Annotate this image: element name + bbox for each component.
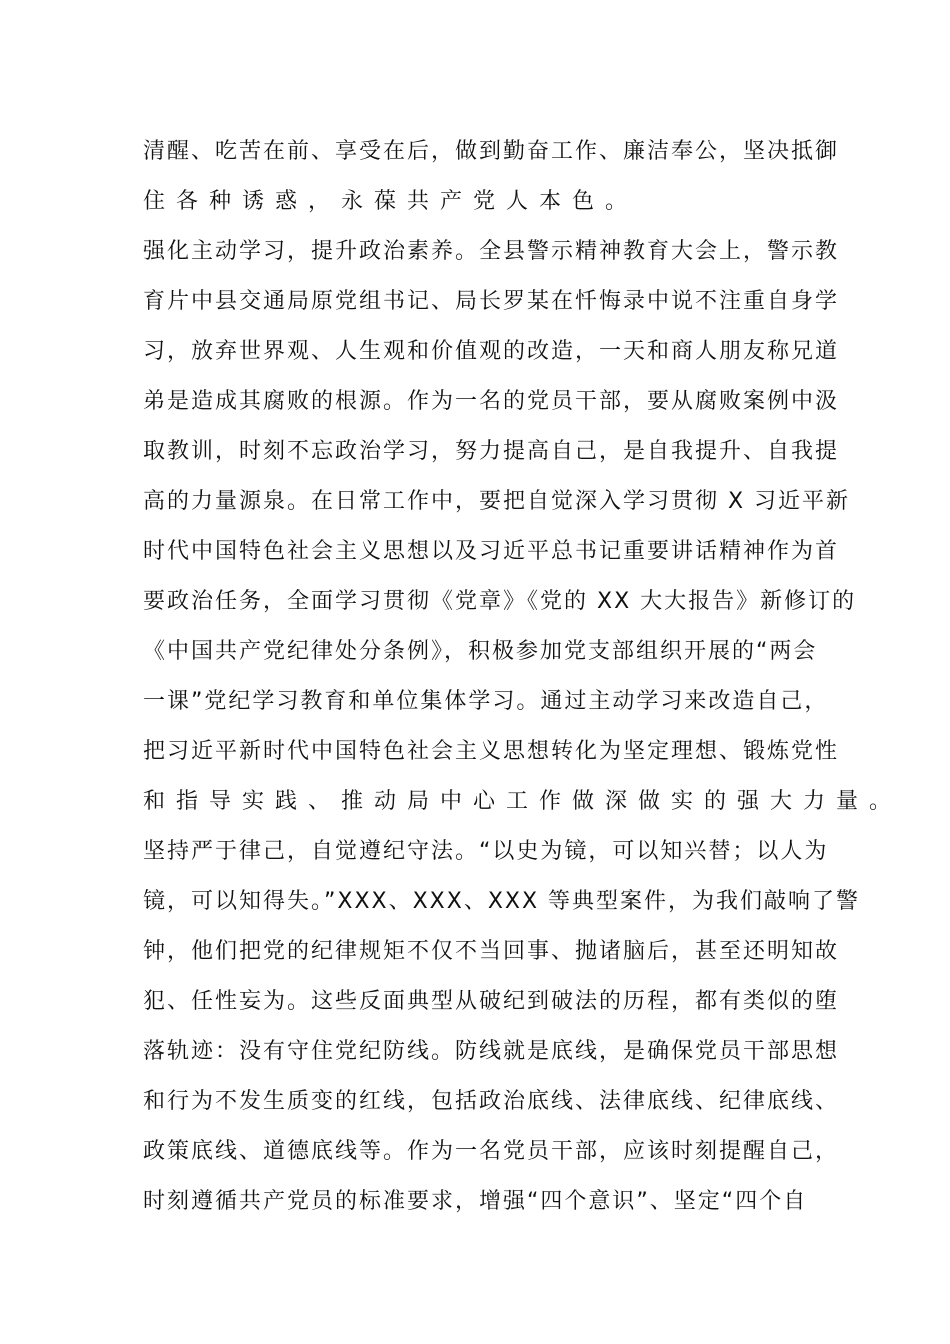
text-line: 和行为不发生质变的红线，包括政治底线、法律底线、纪律底线、 [143, 1089, 840, 1114]
paragraph-3 [143, 827, 861, 1227]
text-line: 住各种诱惑，永葆共产党人本色。 [143, 189, 639, 214]
text-line: 镜，可以知得失。”XXX、XXX、XXX 等典型案件，为我们敲响了警 [143, 889, 861, 914]
text-line: 《中国共产党纪律处分条例》，积极参加党支部组织开展的“两会 [143, 639, 818, 664]
text-line: 把习近平新时代中国特色社会主义思想转化为坚定理想、锻炼党性 [143, 739, 840, 764]
text-line: 时代中国特色社会主义思想以及习近平总书记重要讲话精神作为首 [143, 539, 840, 564]
text-line: 要政治任务，全面学习贯彻《党章》《党的 XX 大大报告》新修订的 [143, 589, 857, 614]
text-line: 坚持严于律己，自觉遵纪守法。“以史为镜，可以知兴替；以人为 [143, 839, 829, 864]
text-line: 犯、任性妄为。这些反面典型从破纪到破法的历程，都有类似的堕 [143, 989, 840, 1014]
text-line: 政策底线、道德底线等。作为一名党员干部，应该时刻提醒自己， [143, 1139, 840, 1164]
text-line: 高的力量源泉。在日常工作中，要把自觉深入学习贯彻 X 习近平新 [143, 489, 851, 514]
text-line: 清醒、吃苦在前、享受在后，做到勤奋工作、廉洁奉公，坚决抵御 [143, 139, 840, 164]
text-line: 取教训，时刻不忘政治学习，努力提高自己，是自我提升、自我提 [143, 439, 840, 464]
text-line: 强化主动学习，提升政治素养。全县警示精神教育大会上，警示教 [143, 239, 840, 264]
paragraph-1 [143, 127, 840, 227]
text-line: 时刻遵循共产党员的标准要求，增强“四个意识”、坚定“四个自 [143, 1189, 808, 1214]
document-page [143, 127, 903, 1227]
text-line: 和指导实践、推动局中心工作做深做实的强大力量。 [143, 789, 903, 814]
text-line: 习，放弃世界观、人生观和价值观的改造，一天和商人朋友称兄道 [143, 339, 840, 364]
text-line: 钟，他们把党的纪律规矩不仅不当回事、抛诸脑后，甚至还明知故 [143, 939, 840, 964]
text-line: 弟是造成其腐败的根源。作为一名的党员干部，要从腐败案例中汲 [143, 389, 840, 414]
text-line: 育片中县交通局原党组书记、局长罗某在忏悔录中说不注重自身学 [143, 289, 840, 314]
paragraph-2 [143, 227, 903, 827]
text-line: 落轨迹：没有守住党纪防线。防线就是底线，是确保党员干部思想 [143, 1039, 840, 1064]
text-line: 一课”党纪学习教育和单位集体学习。通过主动学习来改造自己， [143, 689, 829, 714]
